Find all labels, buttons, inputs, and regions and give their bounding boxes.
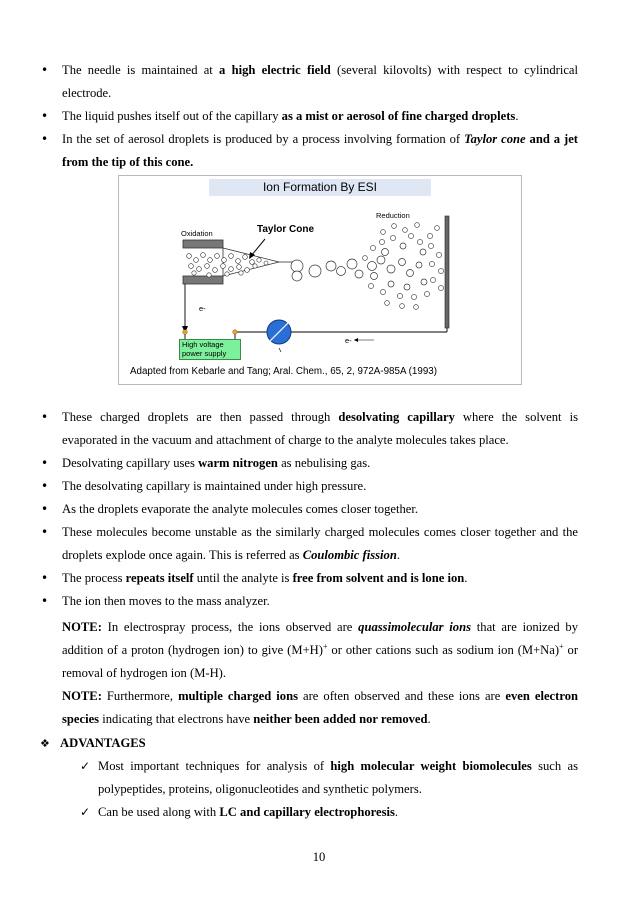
charged-droplets <box>291 243 427 290</box>
taylor-cone-label: Taylor Cone <box>257 224 315 235</box>
bullet-text-line: The needle is maintained at a high electric field (several kilovolts) with respect to cylindrical <box>62 63 579 77</box>
advantage-text-line: Most important techniques for analysis of high molecular weight biomolecules such as <box>98 759 578 773</box>
bullet-text-line: The ion then moves to the mass analyzer. <box>62 594 270 608</box>
oxidation-label: Oxidation <box>181 229 213 238</box>
bullet-dot-icon: • <box>41 456 49 470</box>
power-supply-line1: High voltage <box>182 340 224 349</box>
bullet-dot-icon: • <box>41 410 49 424</box>
taylor-arrow <box>251 239 265 256</box>
bullet-text-line: evaporated in the vacuum and attachment of charge to the analyte molecules takes place. <box>62 433 509 447</box>
bullet-text-line: The desolvating capillary is maintained under high pressure. <box>62 479 367 493</box>
bullet-dot-icon: • <box>41 109 49 123</box>
electron-label-left: e- <box>199 304 206 313</box>
diamond-bullet-icon: ❖ <box>40 737 50 750</box>
esi-figure <box>118 175 522 385</box>
bullet-dot-icon: • <box>41 594 49 608</box>
electron-label-right: e- <box>345 336 352 345</box>
advantage-text-line: polypeptides, proteins, oligonucleotides and synthetic polymers. <box>98 782 422 796</box>
bullet-text-line: droplets explode once again. This is referred as Coulombic fission. <box>62 548 400 562</box>
check-icon: ✓ <box>80 805 91 819</box>
bullet-text-line: The liquid pushes itself out of the capillary as a mist or aerosol of fine charged droplets. <box>62 109 519 123</box>
bullet-dot-icon: • <box>41 571 49 585</box>
bullet-text-line: In the set of aerosol droplets is produced by a process involving formation of Taylor cone and a jet <box>62 132 579 146</box>
note-text-line: NOTE: Furthermore, multiple charged ions are often observed and these ions are even electron <box>62 689 578 703</box>
bullet-text-line: The process repeats itself until the analyte is free from solvent and is lone ion. <box>62 571 468 585</box>
figure-title: Ion Formation By ESI <box>209 179 431 196</box>
note-text-line: addition of a proton (hydrogen ion) to give (M+H)+ or other cations such as sodium ion (M+Na)+ or <box>62 641 579 657</box>
capillary-bottom <box>183 276 223 284</box>
bullet-text-line: Desolvating capillary uses warm nitrogen as nebulising gas. <box>62 456 371 470</box>
bullet-dot-icon: • <box>41 502 49 516</box>
note-text-line: species indicating that electrons have neither been added nor removed. <box>62 712 431 726</box>
counter-electrode <box>445 216 449 328</box>
bullet-text-line: As the droplets evaporate the analyte molecules comes closer together. <box>62 502 418 516</box>
bullet-text-line: These molecules become unstable as the similarly charged molecules comes closer together and the <box>62 525 578 539</box>
figure-caption: Adapted from Kebarle and Tang; Aral. Chem., 65, 2, 972A-985A (1993) <box>130 366 437 377</box>
bullet-dot-icon: • <box>41 479 49 493</box>
advantages-heading <box>40 736 146 751</box>
note-text-line: NOTE: In electrospray process, the ions observed are quassimolecular ions that are ionized by <box>62 620 578 634</box>
bullet-text-line: from the tip of this cone. <box>62 155 194 169</box>
bullet-dot-icon: • <box>41 63 49 77</box>
bullet-text-line: These charged droplets are then passed through desolvating capillary where the solvent is <box>62 410 578 424</box>
power-supply-line2: power supply <box>182 349 227 358</box>
power-supply-box <box>179 339 241 360</box>
advantages-heading-text: ADVANTAGES <box>60 736 146 750</box>
advantage-text-line: Can be used along with LC and capillary electrophoresis. <box>98 805 399 819</box>
bullet-dot-icon: • <box>41 525 49 539</box>
capillary-top <box>183 240 223 248</box>
note-text-line: removal of hydrogen ion (M-H). <box>62 666 227 680</box>
page-number: 10 <box>312 850 326 864</box>
check-icon: ✓ <box>80 759 91 773</box>
bullet-text-line: electrode. <box>62 86 112 100</box>
reduction-label: Reduction <box>376 211 410 220</box>
bullet-dot-icon: • <box>41 132 49 146</box>
